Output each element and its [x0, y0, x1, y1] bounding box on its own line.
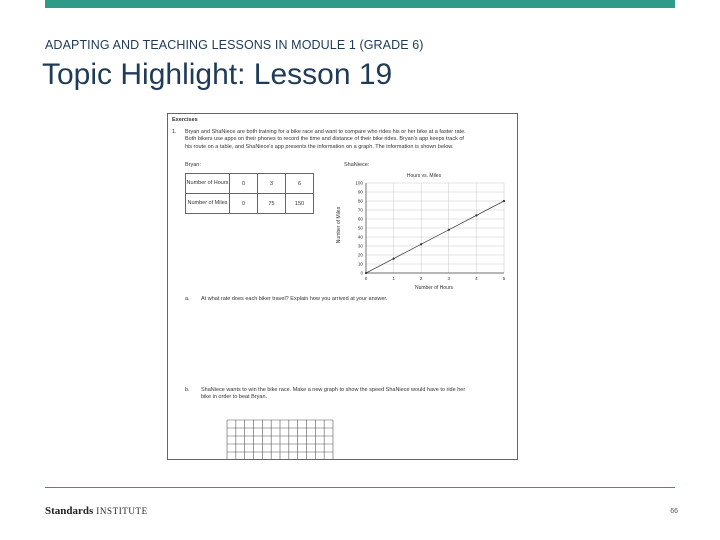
- problem-line: Bryan and ShaNiece are both training for a bike race and want to compare who rides his or her bike at a faster rate.: [185, 129, 466, 135]
- shaniece-label: ShaNiece:: [344, 162, 370, 168]
- problem-line: his route on a table, and ShaNiece's app presents the information on a graph. The information is shown below.: [185, 143, 454, 150]
- top-accent-bar: [45, 0, 675, 8]
- data-point: [448, 229, 450, 231]
- worksheet-heading: Exercises: [172, 117, 198, 123]
- x-tick-label: 1: [392, 276, 395, 281]
- table-cell: 75: [258, 194, 286, 214]
- table-cell: 6: [286, 174, 314, 194]
- table-cell: 150: [286, 194, 314, 214]
- data-point: [503, 200, 505, 202]
- part-a-label: a.: [185, 296, 190, 302]
- table-cell: 0: [230, 174, 258, 194]
- footer-divider: [45, 487, 675, 488]
- part-b-text: [201, 387, 511, 402]
- y-tick-label: 90: [357, 189, 363, 195]
- x-axis-label: Number of Hours: [414, 285, 454, 291]
- part-b-label: b.: [185, 387, 190, 393]
- problem-line: Both bikers use apps on their phones to record the time and distance of their bike rides. Bryan's app keeps track of: [185, 136, 464, 143]
- y-tick-label: 100: [355, 180, 363, 186]
- table-cell: 0: [230, 194, 258, 214]
- table-row: [186, 174, 314, 194]
- logo-wordmark: Standards: [45, 505, 94, 517]
- y-tick-label: 10: [357, 261, 363, 267]
- data-point: [365, 272, 367, 274]
- x-tick-label: 0: [364, 276, 368, 281]
- y-tick-label: 0: [360, 270, 363, 276]
- table-row-header: Number of Miles: [186, 194, 230, 214]
- part-b-line: bike in order to beat Bryan.: [201, 394, 268, 401]
- logo-subtext: INSTITUTE: [96, 506, 148, 516]
- blank-answer-grid: [226, 419, 334, 460]
- worksheet-image: [167, 113, 518, 460]
- x-tick-label: 5: [502, 276, 506, 281]
- y-tick-label: 50: [357, 225, 363, 231]
- slide-kicker: ADAPTING AND TEACHING LESSONS IN MODULE 1 (GRADE 6): [45, 38, 424, 52]
- y-tick-label: 40: [357, 234, 363, 240]
- problem-number: 1.: [172, 129, 177, 135]
- data-point: [475, 214, 477, 216]
- x-tick-label: 4: [475, 276, 478, 281]
- table-row: [186, 194, 314, 214]
- y-tick-label: 20: [357, 252, 363, 258]
- problem-text: [185, 129, 515, 151]
- y-tick-label: 30: [357, 243, 363, 249]
- y-axis-label: Number of Miles: [336, 206, 342, 244]
- shaniece-graph: [328, 169, 513, 294]
- bryan-label: Bryan:: [185, 162, 201, 168]
- part-a-text: At what rate does each biker travel? Explain how you arrived at your answer.: [201, 296, 388, 302]
- y-tick-label: 60: [357, 216, 363, 222]
- page-number: 66: [670, 508, 678, 515]
- data-point: [420, 243, 422, 245]
- chart-title: Hours vs. Miles: [406, 173, 442, 179]
- data-point: [393, 258, 395, 260]
- table-cell: 3: [258, 174, 286, 194]
- bryan-table: [185, 173, 314, 214]
- part-b-line: ShaNiece wants to win the bike race. Make a new graph to show the speed ShaNiece would have to ride her: [201, 387, 466, 393]
- slide-title: Topic Highlight: Lesson 19: [42, 58, 393, 91]
- table-row-header: Number of Hours: [186, 174, 230, 194]
- y-tick-label: 80: [357, 198, 363, 204]
- standards-institute-logo: [45, 505, 148, 517]
- x-tick-label: 3: [447, 276, 451, 281]
- x-tick-label: 2: [419, 276, 423, 281]
- y-tick-label: 70: [357, 207, 363, 213]
